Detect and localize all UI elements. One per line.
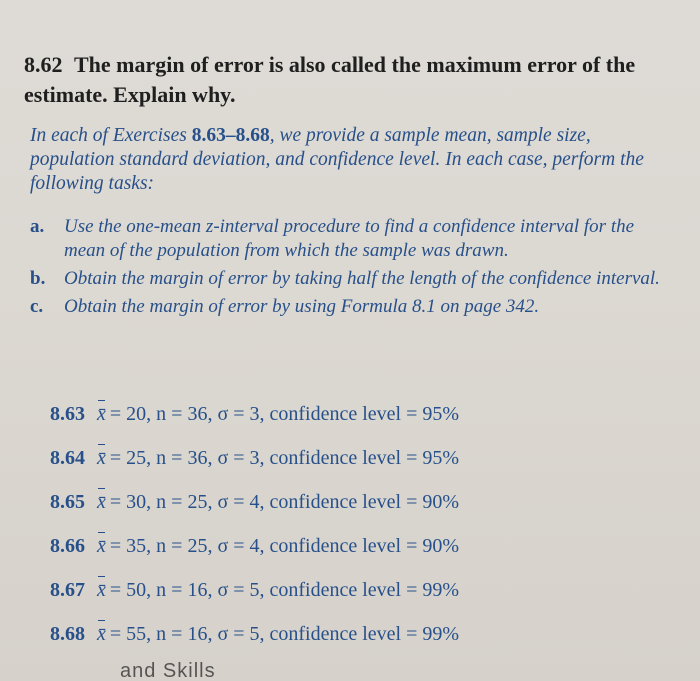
task-item bbox=[30, 215, 660, 263]
task-item bbox=[30, 267, 660, 291]
task-item bbox=[30, 295, 660, 319]
task-text: Obtain the margin of error by using Formula 8.1 on page 342. bbox=[64, 296, 540, 317]
sample-mean-symbol: x̄ bbox=[97, 568, 106, 612]
exercise-values: = 30, n = 25, σ = 4, confidence level = 90% bbox=[109, 491, 460, 513]
exercise-number: 8.64 bbox=[50, 447, 85, 469]
exercise-values: = 50, n = 16, σ = 5, confidence level = 99% bbox=[109, 579, 460, 601]
exercise-number: 8.63 bbox=[50, 403, 85, 425]
exercise-row bbox=[50, 392, 650, 436]
exercise-list bbox=[50, 392, 650, 656]
sample-mean-symbol: x̄ bbox=[97, 480, 106, 524]
problem-8-62 bbox=[24, 50, 660, 110]
instructions-range: 8.63–8.68 bbox=[191, 125, 270, 146]
task-list bbox=[30, 215, 660, 323]
exercise-number: 8.65 bbox=[50, 491, 85, 513]
sample-mean-symbol: x̄ bbox=[97, 612, 106, 656]
instructions-rest: , we provide a sample mean, sample size, population standard deviation, and confidence level. In each case, perform the following tasks: bbox=[30, 125, 644, 194]
exercise-values: = 35, n = 25, σ = 4, confidence level = 90% bbox=[109, 535, 460, 557]
task-label: b. bbox=[30, 268, 46, 289]
exercise-number: 8.67 bbox=[50, 579, 85, 601]
exercise-number: 8.68 bbox=[50, 623, 85, 645]
problem-number: 8.62 bbox=[24, 52, 63, 77]
task-text: Obtain the margin of error by taking half the length of the confidence interval. bbox=[64, 268, 660, 289]
exercise-row bbox=[50, 524, 650, 568]
sample-mean-symbol: x̄ bbox=[97, 436, 106, 480]
problem-text: The margin of error is also called the maximum error of the estimate. Explain why. bbox=[24, 52, 636, 107]
exercise-values: = 20, n = 36, σ = 3, confidence level = 95% bbox=[109, 403, 460, 425]
exercise-row bbox=[50, 480, 650, 524]
exercise-row bbox=[50, 568, 650, 612]
task-text: Use the one-mean z-interval procedure to find a confidence interval for the mean of the population from which the sample was drawn. bbox=[64, 216, 635, 261]
instructions-intro: In each of Exercises bbox=[30, 125, 192, 146]
task-label: a. bbox=[30, 216, 45, 237]
exercise-row bbox=[50, 436, 650, 480]
exercise-row bbox=[50, 612, 650, 656]
exercise-values: = 55, n = 16, σ = 5, confidence level = 99% bbox=[109, 623, 460, 645]
exercise-instructions bbox=[30, 124, 660, 196]
task-label: c. bbox=[30, 296, 44, 317]
sample-mean-symbol: x̄ bbox=[97, 392, 106, 436]
exercise-number: 8.66 bbox=[50, 535, 85, 557]
exercise-values: = 25, n = 36, σ = 3, confidence level = 95% bbox=[109, 447, 460, 469]
sample-mean-symbol: x̄ bbox=[97, 524, 106, 568]
section-heading-cut-off: and Skills bbox=[120, 660, 216, 681]
